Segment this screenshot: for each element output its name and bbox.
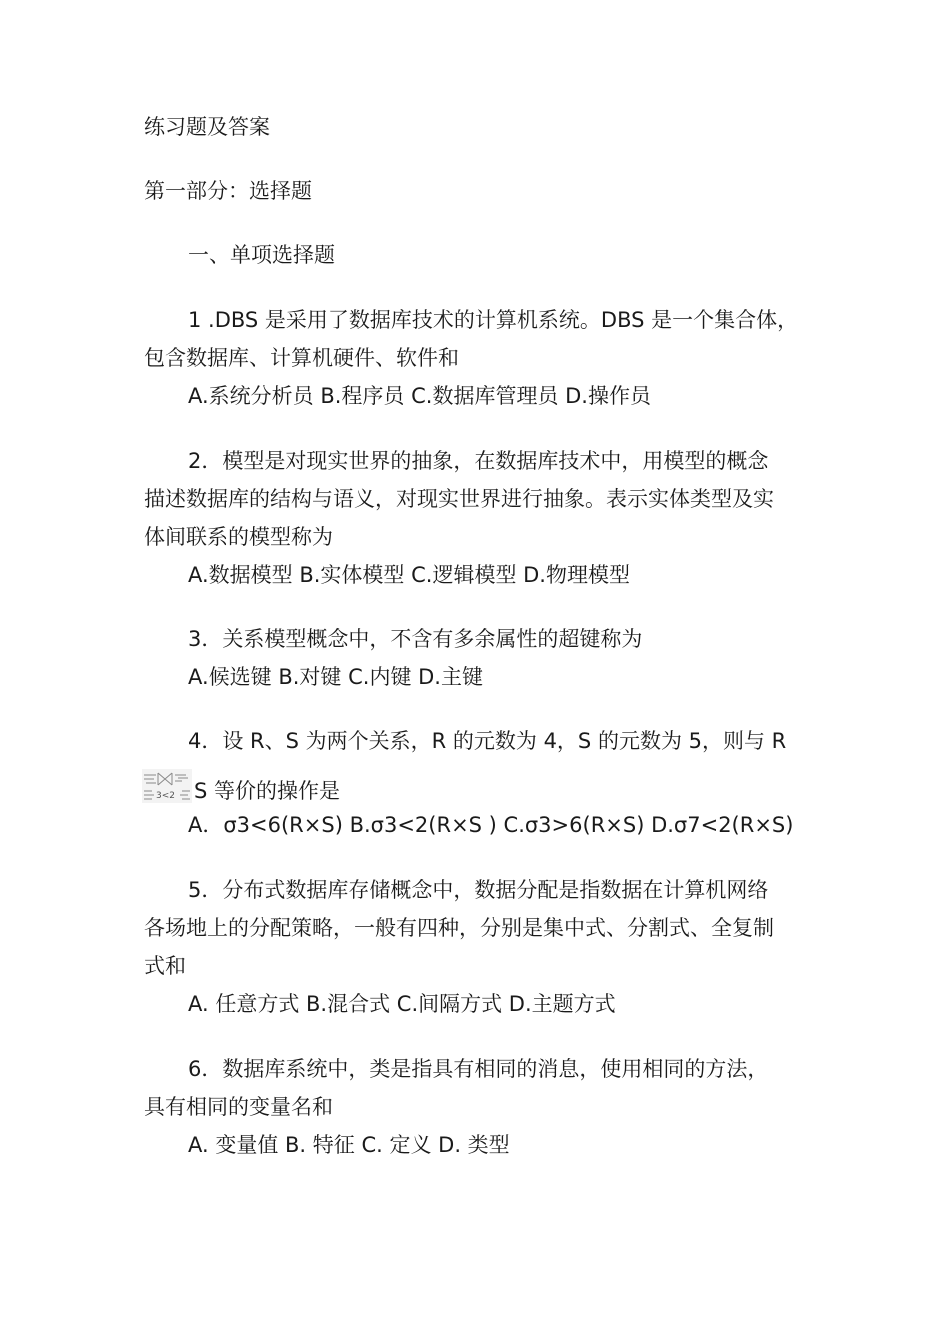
question-2-options: A.数据模型 B.实体模型 C.逻辑模型 D.物理模型 <box>188 563 630 587</box>
question-3-line-1: 3．关系模型概念中，不含有多余属性的超键称为 <box>188 627 643 651</box>
question-6-line-1: 6．数据库系统中，类是指具有相同的消息，使用相同的方法， <box>188 1057 769 1081</box>
question-2-line-1: 2．模型是对现实世界的抽象，在数据库技术中，用模型的概念 <box>188 449 769 473</box>
question-6-options: A. 变量值 B. 特征 C. 定义 D. 类型 <box>188 1133 510 1157</box>
question-4-line-2: S 等价的操作是 <box>194 779 341 803</box>
question-5-line-3: 式和 <box>144 954 186 978</box>
join-formula-image <box>142 769 192 803</box>
question-6-line-2: 具有相同的变量名和 <box>144 1095 333 1119</box>
question-4-line-1: 4．设 R、S 为两个关系，R 的元数为 4，S 的元数为 5，则与 R <box>188 729 787 753</box>
part-heading: 第一部分：选择题 <box>144 179 312 203</box>
question-1-options: A.系统分析员 B.程序员 C.数据库管理员 D.操作员 <box>188 384 651 408</box>
question-2-line-2: 描述数据库的结构与语义，对现实世界进行抽象。表示实体类型及实 <box>144 487 774 511</box>
question-1-line-2: 包含数据库、计算机硬件、软件和 <box>144 346 459 370</box>
section-heading: 一、单项选择题 <box>188 243 335 267</box>
question-5-line-2: 各场地上的分配策略，一般有四种，分别是集中式、分割式、全复制 <box>144 916 774 940</box>
question-5-options: A. 任意方式 B.混合式 C.间隔方式 D.主题方式 <box>188 992 616 1016</box>
formula-subscript: 3<2 <box>156 791 175 801</box>
question-1-line-1: 1 .DBS 是采用了数据库技术的计算机系统。DBS 是一个集合体， <box>188 308 799 332</box>
question-2-line-3: 体间联系的模型称为 <box>144 525 333 549</box>
question-4-options: A．σ3<6(R×S) B.σ3<2(R×S ) C.σ3>6(R×S) D.σ7<2(R×S) <box>188 813 794 837</box>
question-5-line-1: 5．分布式数据库存储概念中，数据分配是指数据在计算机网络 <box>188 878 769 902</box>
question-3-options: A.候选键 B.对键 C.内键 D.主键 <box>188 665 483 689</box>
doc-title: 练习题及答案 <box>144 115 270 139</box>
